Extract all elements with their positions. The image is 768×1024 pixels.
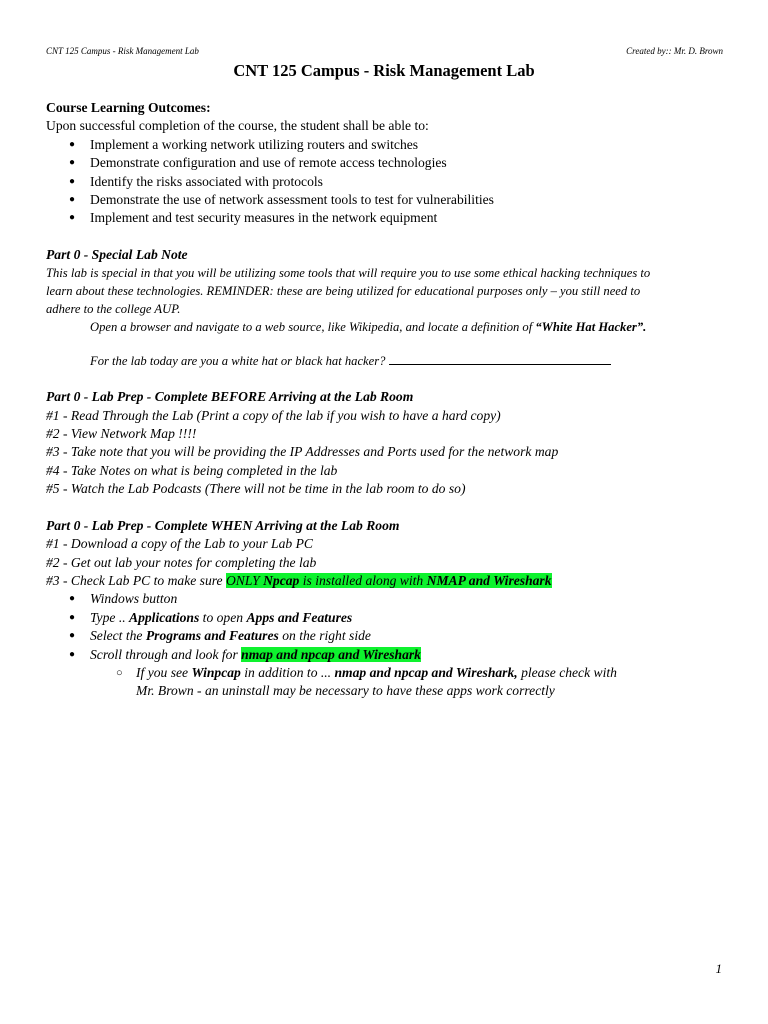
highlight: ONLY Npcap is installed along with NMAP and Wireshark — [225, 572, 552, 588]
bullet-icon: ● — [69, 593, 76, 605]
bullet-icon: ● — [69, 175, 76, 187]
bullet-icon: ● — [69, 611, 76, 623]
white-hat-instruction: Open a browser and navigate to a web source, like Wikipedia, and locate a definition of “White Hat Hacker”. — [90, 320, 647, 335]
highlight: nmap and npcap and Wireshark — [241, 646, 421, 662]
bullet-icon: ● — [69, 648, 76, 660]
header-left: CNT 125 Campus - Risk Management Lab — [46, 46, 199, 56]
prep-before-item: #4 - Take Notes on what is being completed in the lab — [46, 462, 338, 478]
prep-when-heading: Part 0 - Lab Prep - Complete WHEN Arriving at the Lab Room — [46, 517, 400, 533]
bullet-icon: ● — [69, 630, 76, 642]
special-note-line: learn about these technologies. REMINDER: these are being utilized for educational purposes only – you still need to — [46, 284, 641, 299]
outcomes-intro: Upon successful completion of the course, the student shall be able to: — [46, 118, 429, 134]
prep-before-item: #3 - Take note that you will be providing the IP Addresses and Ports used for the network map — [46, 444, 559, 460]
step-item: ● Select the Programs and Features on the right side — [46, 627, 726, 645]
special-note-line: This lab is special in that you will be utilizing some tools that will require you to use some ethical hacking techniques to — [46, 266, 651, 281]
prep-before-item: #2 - View Network Map !!!! — [46, 426, 197, 442]
outcome-item: ● Implement and test security measures in the network equipment — [46, 209, 726, 227]
prep-before-item: #1 - Read Through the Lab (Print a copy of the lab if you wish to have a hard copy) — [46, 407, 501, 423]
bullet-icon: ● — [69, 138, 76, 150]
circle-bullet-icon: ○ — [116, 666, 123, 679]
step-item: ● Windows button — [46, 590, 726, 608]
step-item: ● Scroll through and look for nmap and npcap and Wireshark — [46, 646, 726, 664]
white-hat-term: “White Hat Hacker”. — [535, 320, 647, 335]
answer-blank[interactable] — [389, 352, 611, 365]
outcome-item: ● Identify the risks associated with protocols — [46, 173, 726, 191]
step-item: ● Type .. Applications to open Apps and Features — [46, 609, 726, 627]
prep-when-item: #1 - Download a copy of the Lab to your Lab PC — [46, 536, 313, 552]
outcomes-heading: Course Learning Outcomes: — [46, 100, 211, 115]
prep-before-item: #5 - Watch the Lab Podcasts (There will not be time in the lab room to do so) — [46, 481, 466, 497]
bullet-icon: ● — [69, 212, 76, 224]
sub-step-item: ○ If you see Winpcap in addition to ... nmap and npcap and Wireshark, please check with Mr. Brown - an uninstall may be necessary to have these apps work correctly — [116, 664, 617, 699]
prep-when-item: #3 - Check Lab PC to make sure ONLY Npcap is installed along with NMAP and Wireshark — [46, 572, 552, 588]
page-number: 1 — [715, 961, 722, 976]
outcome-item: ● Demonstrate configuration and use of remote access technologies — [46, 154, 726, 172]
document-body — [46, 99, 726, 701]
header-right: Created by:: Mr. D. Brown — [626, 46, 723, 56]
outcome-item: ● Implement a working network utilizing routers and switches — [46, 136, 726, 154]
bullet-icon: ● — [69, 157, 76, 169]
outcome-item: ● Demonstrate the use of network assessment tools to test for vulnerabilities — [46, 191, 726, 209]
hacker-question: For the lab today are you a white hat or black hat hacker? — [46, 352, 726, 370]
prep-when-item: #2 - Get out lab your notes for completing the lab — [46, 554, 317, 570]
page-title: CNT 125 Campus - Risk Management Lab — [233, 61, 535, 80]
bullet-icon: ● — [69, 194, 76, 206]
special-note-heading: Part 0 - Special Lab Note — [46, 246, 188, 262]
prep-before-heading: Part 0 - Lab Prep - Complete BEFORE Arriving at the Lab Room — [46, 389, 414, 405]
special-note-line: adhere to the college AUP. — [46, 302, 181, 317]
